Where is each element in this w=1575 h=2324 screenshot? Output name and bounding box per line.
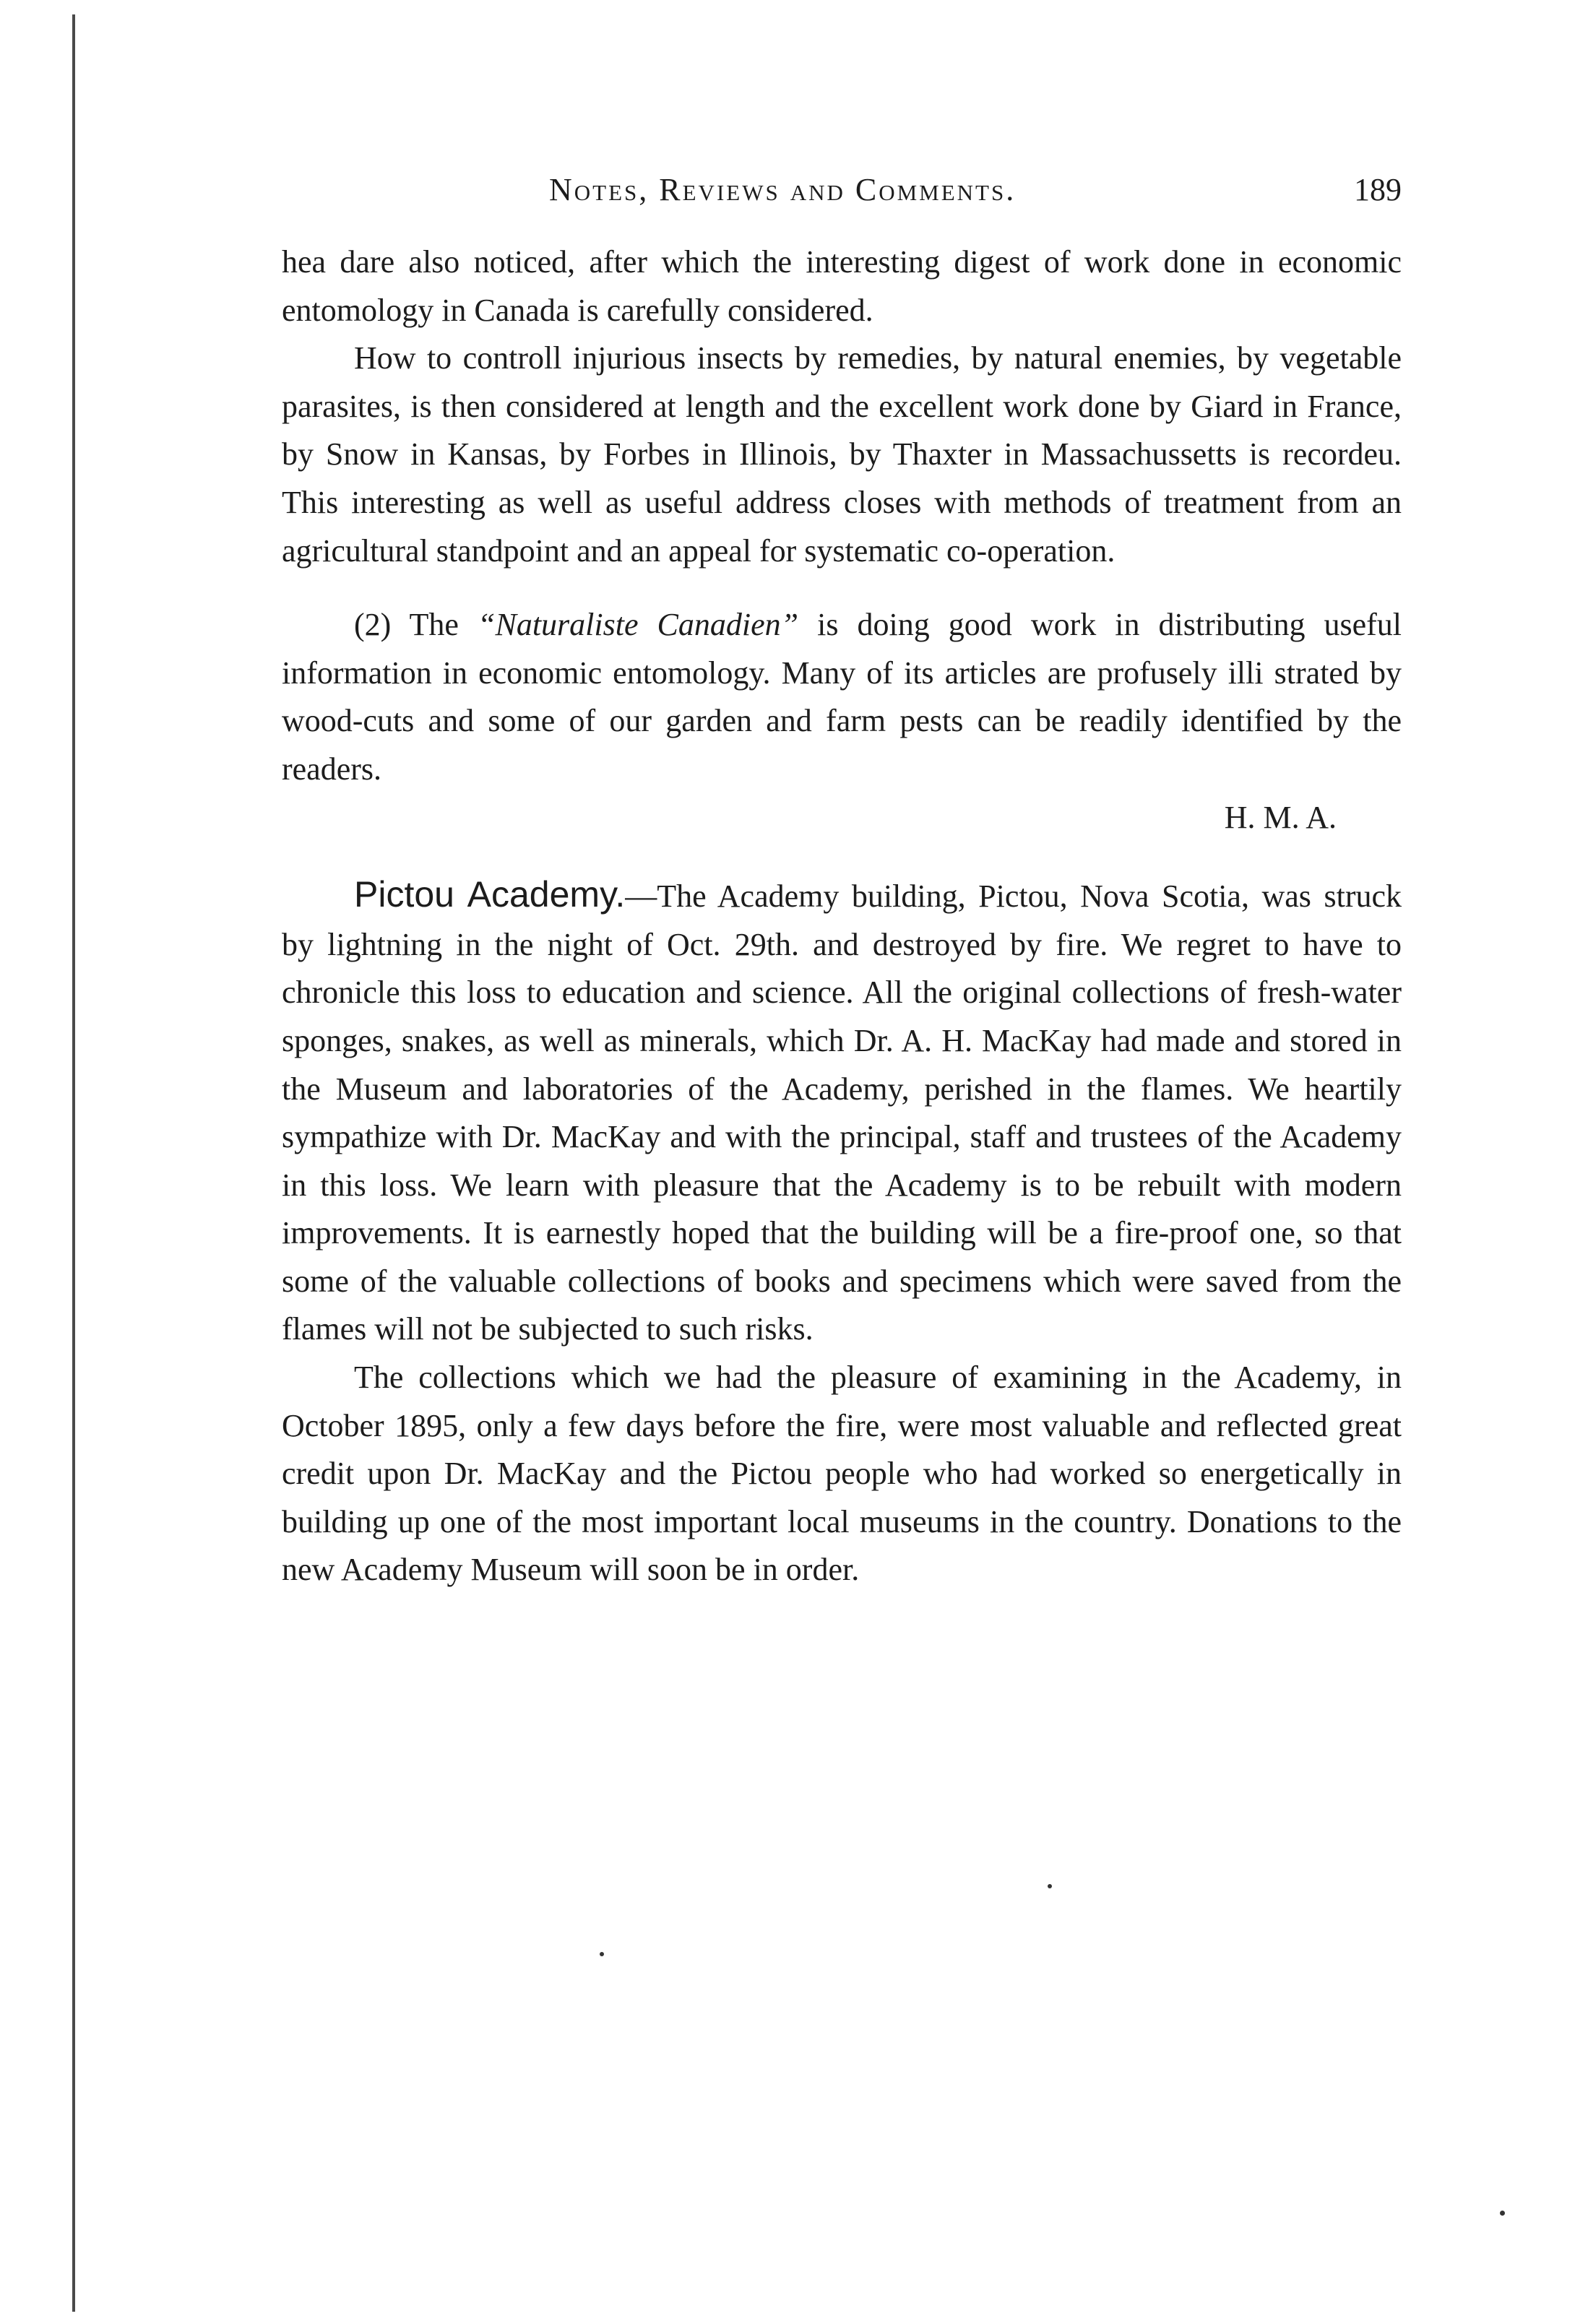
spacer xyxy=(282,842,1402,871)
paragraph-text: is doing good work in distributing useful information in economic entomology. Many of its articles are profusely illi strated by wood-cuts and some of our garden and farm pests can be readily identified by the readers. xyxy=(282,607,1402,787)
paragraph-continuation: hea dare also noticed, after which the interesting digest of work done in economic entomology in Canada is carefully considered. xyxy=(282,244,1402,328)
paragraph-pictou-academy xyxy=(282,871,1402,1354)
running-title: Notes, Reviews and Comments. xyxy=(549,172,1017,207)
journal-title: “Naturaliste Canadien” xyxy=(478,607,799,643)
running-head xyxy=(282,166,1402,238)
paragraph-controlling-insects: How to controll injurious insects by remedies, by natural enemies, by vegetable parasites, is then considered at length and the excellent work done by Giard in France, by Snow in Kansas, by Forbes in Illinois, by Thaxter in Massachussetts is recordeu. This interesting as well as useful address closes with methods of treatment from an agricultural standpoint and an appeal for systematic co-operation. xyxy=(282,340,1402,569)
paragraph-prefix: (2) The xyxy=(354,607,478,643)
paragraph-collections: The collections which we had the pleasure of examining in the Academy, in October 1895, only a few days before the fire, were most valuable and reflected great credit upon Dr. MacKay and the Pictou people who had worked so energetically in building up one of the most important local museums in the country. Donations to the new Academy Museum will soon be in order. xyxy=(282,1360,1402,1588)
scan-speck xyxy=(600,1952,604,1956)
spacer xyxy=(282,575,1402,601)
page-text xyxy=(282,166,1402,1594)
binding-margin-line xyxy=(72,14,75,2312)
paragraph-naturaliste-canadien xyxy=(282,601,1402,793)
paragraph-text: —The Academy building, Pictou, Nova Scotia, was struck by lightning in the night of Oct. 29th. and destroyed by fire. We regret to have to chronicle this loss to education and science. All the original collections of fresh-water sponges, snakes, as well as minerals, which Dr. A. H. MacKay had made and stored in the Museum and laboratories of the Academy, perished in the flames. We heartily sympathize with Dr. MacKay and with the principal, staff and trustees of the Academy in this loss. We learn with pleasure that the Academy is to be rebuilt with modern improvements. It is earnestly hoped that the building will be a fire-proof one, so that some of the valuable collections of books and specimens which were saved from the flames will not be subjected to such risks. xyxy=(282,878,1402,1347)
author-signature: H. M. A. xyxy=(1224,799,1337,835)
scan-speck xyxy=(1048,1884,1052,1888)
page-number: 189 xyxy=(1354,172,1402,207)
section-heading: Pictou Academy. xyxy=(354,874,626,915)
scan-speck xyxy=(1500,2211,1505,2216)
